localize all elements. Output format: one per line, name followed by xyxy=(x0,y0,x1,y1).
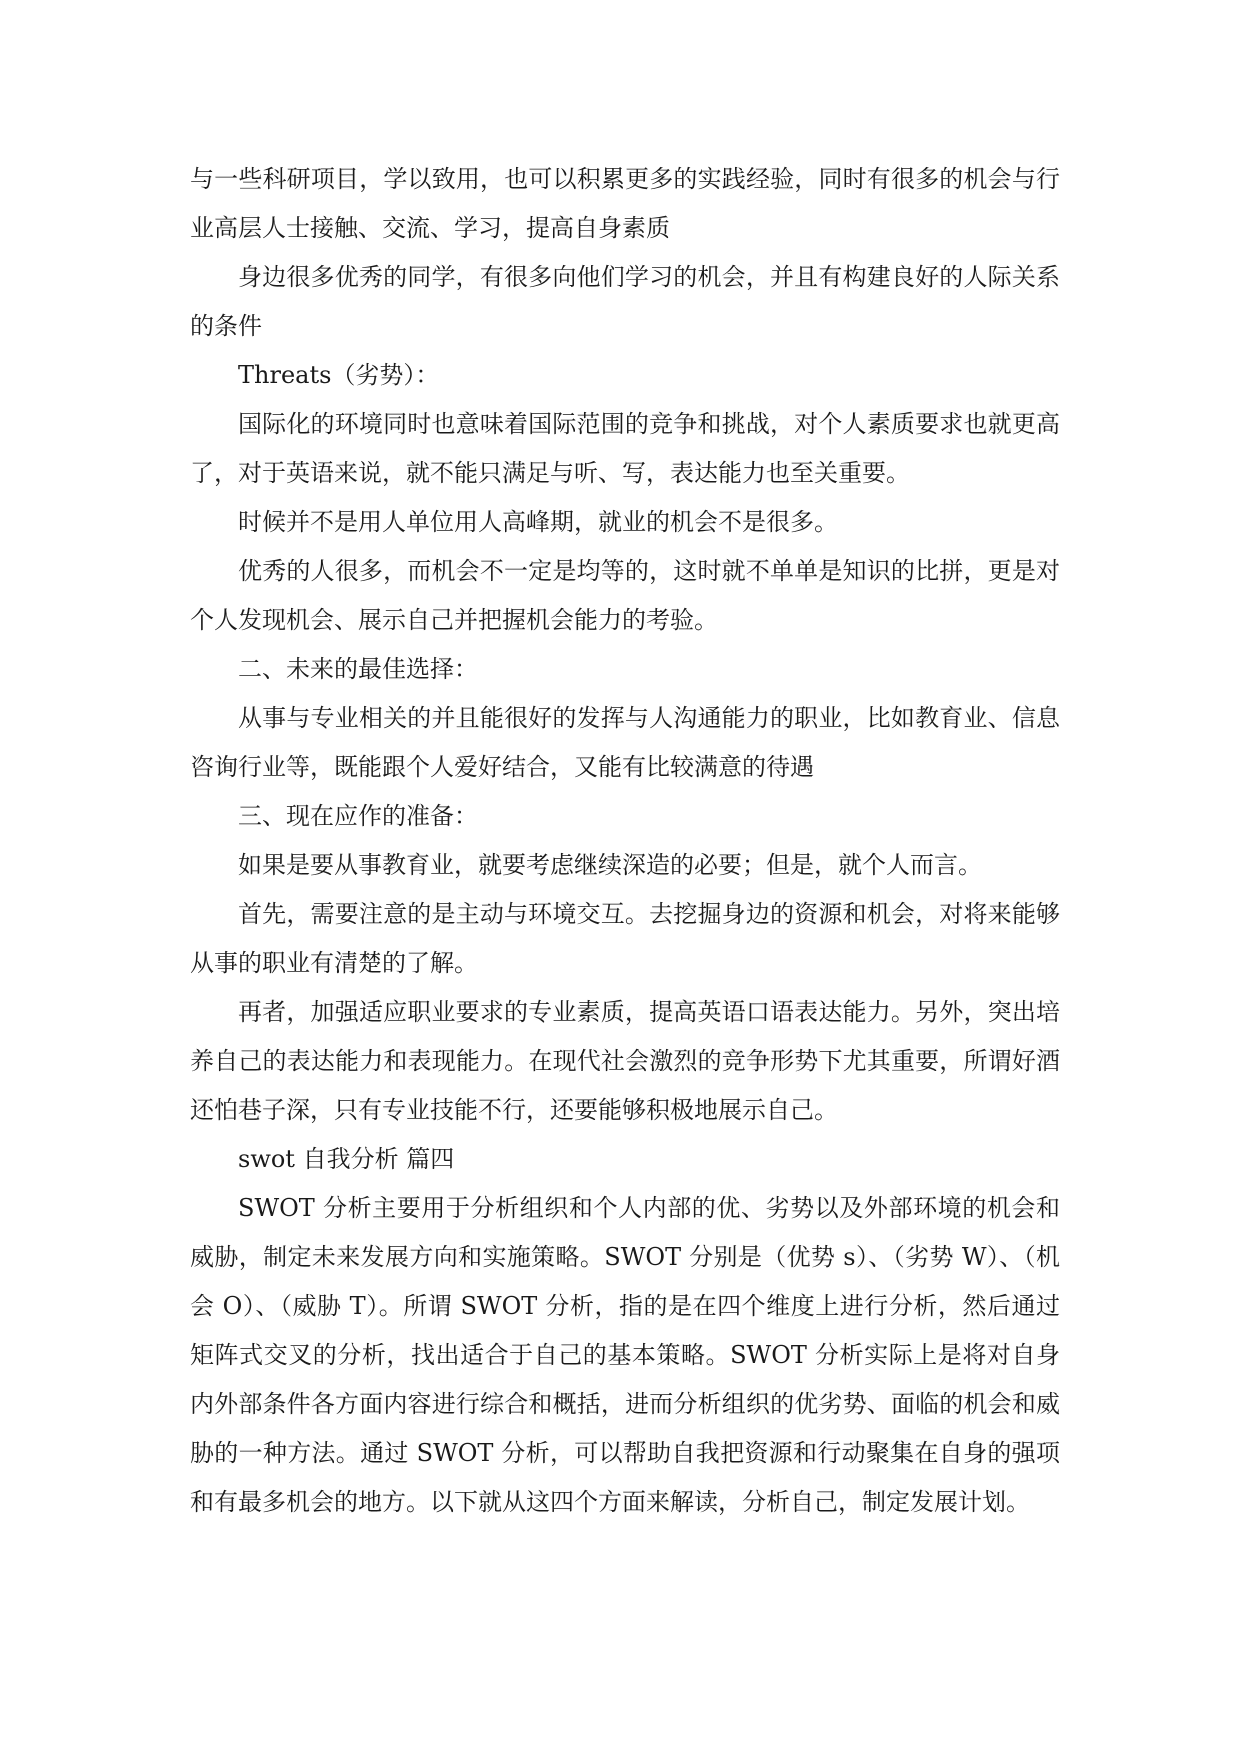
paragraph: 与一些科研项目，学以致用，也可以积累更多的实践经验，同时有很多的机会与行业高层人士接触、交流、学习，提高自身素质 xyxy=(190,165,1060,242)
section-heading-preparation: 三、现在应作的准备： xyxy=(238,802,478,830)
paragraph: 首先，需要注意的是主动与环境交互。去挖掘身边的资源和机会，对将来能够从事的职业有清楚的了解。 xyxy=(190,900,1060,977)
section-heading-best-choice: 二、未来的最佳选择： xyxy=(238,655,478,683)
paragraph: 如果是要从事教育业，就要考虑继续深造的必要；但是，就个人而言。 xyxy=(238,851,982,879)
paragraph: 从事与专业相关的并且能很好的发挥与人沟通能力的职业，比如教育业、信息咨询行业等，既能跟个人爱好结合，又能有比较满意的待遇 xyxy=(190,704,1060,781)
section-heading-threats: Threats（劣势）： xyxy=(238,361,440,389)
paragraph: 再者，加强适应职业要求的专业素质，提高英语口语表达能力。另外，突出培养自己的表达能力和表现能力。在现代社会激烈的竞争形势下尤其重要，所谓好酒还怕巷子深，只有专业技能不行，还要能够积极地展示自己。 xyxy=(190,998,1060,1124)
paragraph: 身边很多优秀的同学，有很多向他们学习的机会，并且有构建良好的人际关系的条件 xyxy=(190,263,1060,340)
paragraph: 国际化的环境同时也意味着国际范围的竞争和挑战，对个人素质要求也就更高了，对于英语来说，就不能只满足与听、写，表达能力也至关重要。 xyxy=(190,410,1060,487)
paragraph: 时候并不是用人单位用人高峰期，就业的机会不是很多。 xyxy=(238,508,838,536)
section-heading-part-four: swot 自我分析 篇四 xyxy=(238,1145,455,1173)
paragraph: SWOT 分析主要用于分析组织和个人内部的优、劣势以及外部环境的机会和威胁，制定未来发展方向和实施策略。SWOT 分别是（优势 s）、（劣势 W）、（机会 O）、（威胁 T）。所谓 SWOT 分析，指的是在四个维度上进行分析，然后通过矩阵式交叉的分析，找出适合于自己的基本策略。SWOT 分析实际上是将对自身内外部条件各方面内容进行综合和概括，进而分析组织的优劣势、面临的机会和威胁的一种方法。通过 SWOT 分析，可以帮助自我把资源和行动聚集在自身的强项和有最多机会的地方。以下就从这四个方面来解读，分析自己，制定发展计划。 xyxy=(190,1194,1060,1516)
document-body xyxy=(190,155,1060,1527)
paragraph: 优秀的人很多，而机会不一定是均等的，这时就不单单是知识的比拼，更是对个人发现机会、展示自己并把握机会能力的考验。 xyxy=(190,557,1060,634)
